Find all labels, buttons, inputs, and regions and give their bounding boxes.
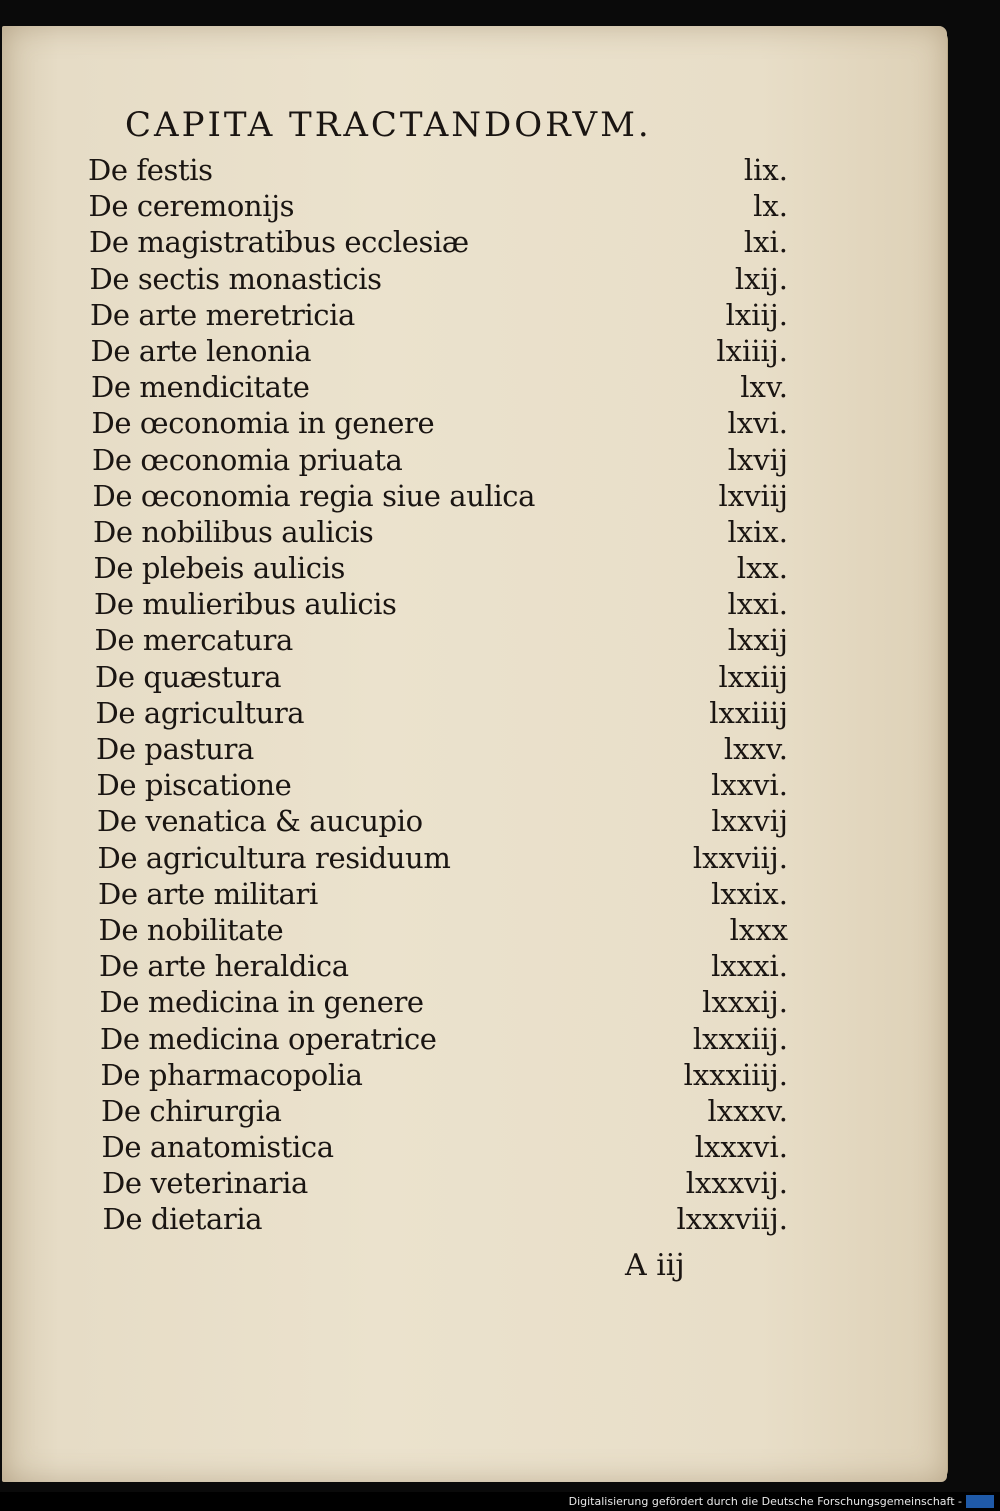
toc-entry-title: De nobilitate — [98, 912, 284, 947]
toc-entry-title: De venatica & aucupio — [97, 804, 423, 839]
toc-entry-title: De mulieribus aulicis — [94, 587, 397, 622]
toc-entry-title: De arte meretricia — [90, 297, 355, 332]
toc-entry-title: De arte heraldica — [99, 949, 349, 984]
toc-entry-title: De pharmacopolia — [100, 1057, 363, 1092]
toc-row — [88, 877, 788, 913]
toc-entry-number: lxxi. — [727, 587, 788, 622]
toc-entry-number: lxxx — [729, 912, 788, 947]
dfg-logo — [966, 1495, 994, 1508]
toc-entry-number: lxxxv. — [707, 1093, 788, 1128]
toc-entry-number: lxvij — [727, 442, 788, 477]
toc-row — [88, 913, 788, 949]
toc-entry-number: lxv. — [740, 370, 788, 405]
toc-entry-title: De mendicitate — [91, 370, 310, 405]
toc-row — [88, 1058, 788, 1094]
toc-entry-title: De œconomia in genere — [91, 406, 435, 441]
toc-entry-title: De arte lenonia — [90, 333, 312, 368]
toc-entry-number: lxvi. — [727, 406, 788, 441]
toc-entry-number: lxiij. — [725, 297, 788, 332]
toc-row — [88, 262, 788, 298]
toc-row — [88, 1202, 788, 1238]
toc-row — [88, 696, 788, 732]
toc-entry-number: lix. — [743, 153, 788, 187]
toc-row — [88, 225, 788, 261]
toc-entry-number: lxxvij — [711, 804, 788, 839]
toc-entry-title: De anatomistica — [101, 1130, 334, 1165]
toc-entry-title: De pastura — [96, 732, 254, 766]
toc-row — [88, 768, 788, 804]
toc-entry-title: De œconomia priuata — [92, 442, 403, 477]
toc-row — [88, 949, 788, 985]
toc-entry-title: De magistratibus ecclesiæ — [89, 225, 469, 260]
toc-entry-title: De veterinaria — [102, 1166, 308, 1201]
toc-entry-title: De ceremonijs — [88, 189, 295, 224]
toc-entry-number: lxxij — [727, 623, 788, 658]
table-of-contents — [88, 153, 788, 1239]
toc-entry-number: lxxxiij. — [692, 1021, 788, 1056]
toc-entry-number: lxxxviij. — [676, 1202, 788, 1237]
toc-row — [88, 623, 788, 659]
toc-row — [88, 841, 788, 877]
funding-credit: Digitalisierung gefördert durch die Deutsche Forschungsgemeinschaft - — [568, 1495, 962, 1508]
toc-entry-number: lxxiiij — [709, 695, 788, 730]
toc-entry-title: De chirurgia — [101, 1093, 282, 1128]
toc-entry-number: lxi. — [743, 225, 788, 260]
toc-entry-number: lxviij — [718, 478, 788, 513]
toc-entry-number: lxxvi. — [711, 768, 788, 803]
toc-entry-title: De medicina in genere — [99, 985, 424, 1020]
toc-row — [88, 660, 788, 696]
toc-entry-title: De festis — [88, 153, 213, 187]
toc-row — [88, 551, 788, 587]
toc-row — [88, 1022, 788, 1058]
toc-entry-title: De agricultura residuum — [97, 840, 451, 875]
toc-entry-title: De agricultura — [95, 695, 305, 730]
toc-row — [88, 153, 788, 189]
toc-entry-number: lxxxvi. — [694, 1130, 788, 1165]
toc-entry-number: lxxxiiij. — [683, 1057, 788, 1092]
toc-entry-title: De medicina operatrice — [100, 1021, 437, 1056]
toc-row — [88, 732, 788, 768]
toc-row — [88, 334, 788, 370]
toc-entry-title: De dietaria — [102, 1202, 263, 1237]
toc-row — [88, 515, 788, 551]
toc-entry-number: lxxviij. — [692, 840, 788, 875]
toc-entry-number: lxij. — [734, 261, 788, 296]
toc-row — [88, 1166, 788, 1202]
toc-entry-number: lxxxij. — [702, 985, 788, 1020]
toc-row — [88, 479, 788, 515]
toc-row — [88, 804, 788, 840]
toc-entry-number: lxiiij. — [716, 333, 788, 368]
toc-entry-number: lxix. — [727, 514, 788, 549]
toc-entry-title: De quæstura — [95, 659, 282, 694]
toc-entry-number: lxxiij — [718, 659, 788, 694]
toc-row — [88, 370, 788, 406]
toc-entry-title: De plebeis aulicis — [93, 551, 345, 586]
toc-entry-number: lxxix. — [711, 876, 788, 911]
toc-entry-number: lxxv. — [723, 732, 788, 766]
signature-mark: A iij — [625, 1248, 685, 1283]
toc-entry-title: De œconomia regia siue aulica — [92, 478, 535, 513]
toc-row — [88, 443, 788, 479]
toc-entry-title: De mercatura — [94, 623, 293, 658]
footer-bar — [0, 1492, 1000, 1511]
toc-row — [88, 189, 788, 225]
toc-entry-title: De sectis monasticis — [89, 261, 382, 296]
toc-row — [88, 587, 788, 623]
toc-entry-number: lxx. — [736, 551, 788, 586]
toc-row — [88, 1130, 788, 1166]
toc-entry-number: lx. — [753, 189, 788, 224]
page-heading: CAPITA TRACTANDORVM. — [125, 105, 652, 145]
toc-entry-title: De nobilibus aulicis — [93, 514, 374, 549]
toc-entry-number: lxxxi. — [711, 949, 788, 984]
toc-entry-title: De piscatione — [96, 768, 292, 803]
toc-entry-number: lxxxvij. — [685, 1166, 788, 1201]
toc-entry-title: De arte militari — [98, 876, 318, 911]
toc-row — [88, 985, 788, 1021]
toc-row — [88, 406, 788, 442]
toc-row — [88, 298, 788, 334]
toc-row — [88, 1094, 788, 1130]
